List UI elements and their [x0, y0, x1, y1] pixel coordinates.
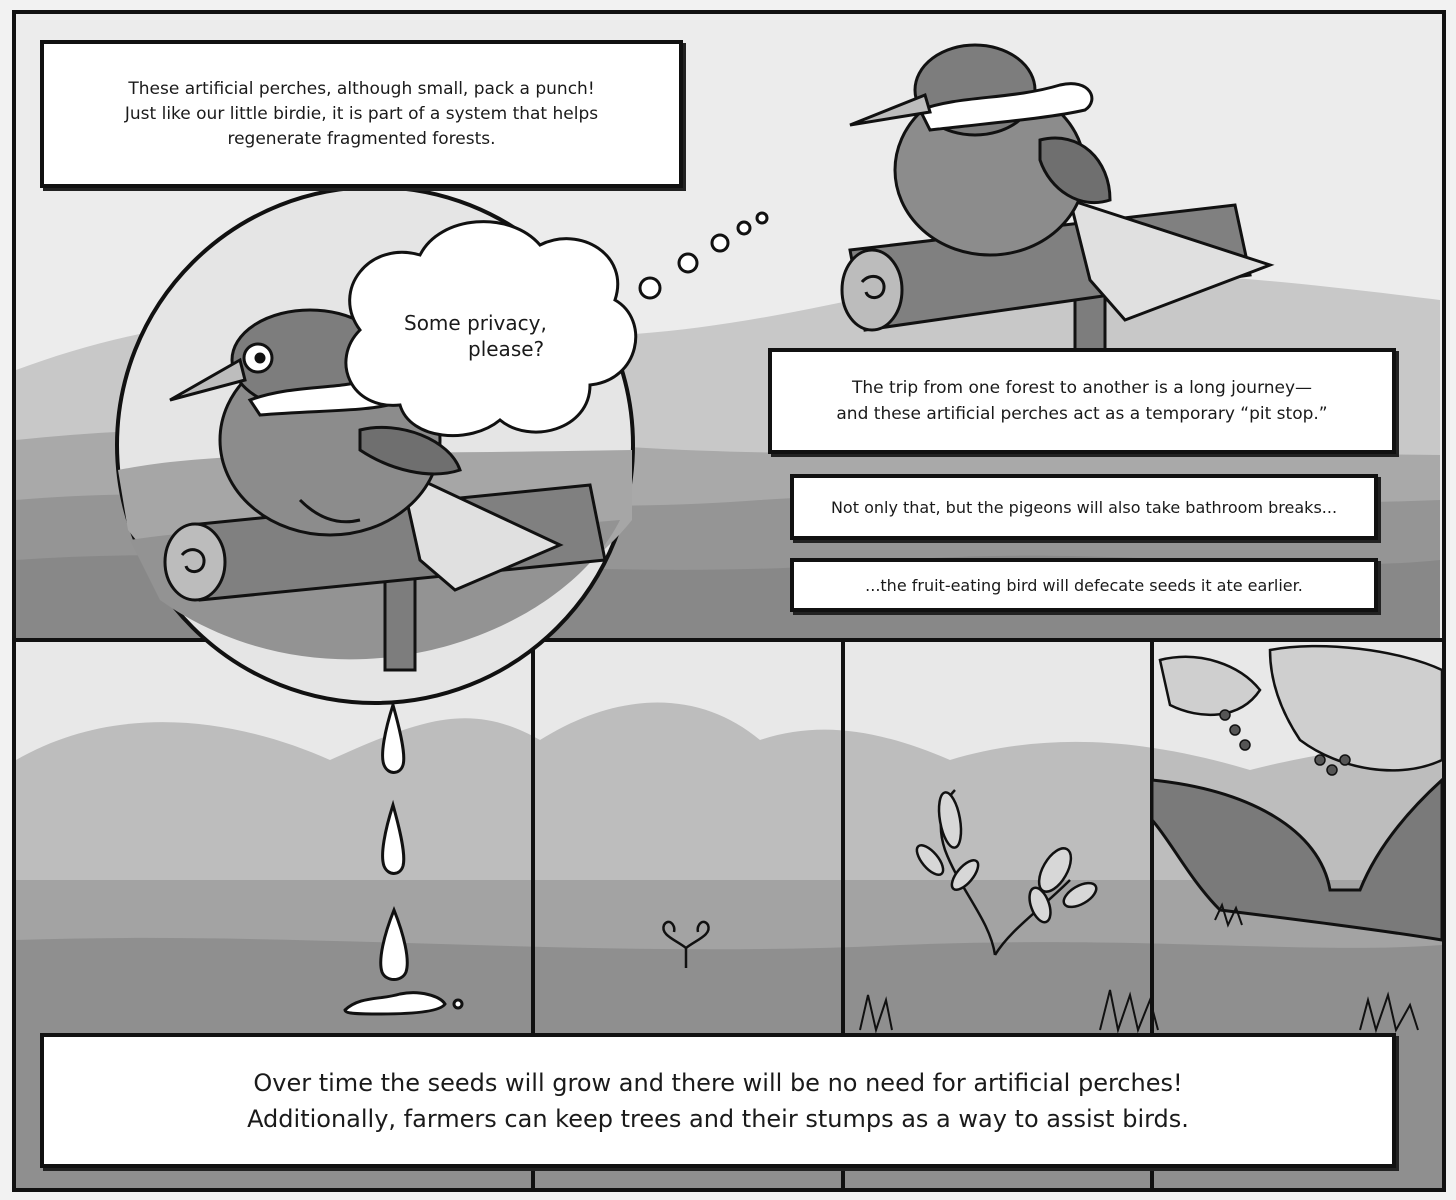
caption-trip [768, 348, 1396, 454]
caption-fruit [790, 558, 1378, 612]
thought-line: please? [468, 337, 545, 361]
caption-line: ...the fruit-eating bird will defecate seeds it ate earlier. [865, 575, 1303, 595]
thought-line: Some privacy, [404, 311, 547, 335]
caption-bathroom [790, 474, 1378, 540]
thought-bubble-text [392, 310, 562, 380]
caption-line: The trip from one forest to another is a long journey— [851, 378, 1313, 398]
caption-intro [40, 40, 683, 188]
caption-line: These artificial perches, although small, pack a punch! [128, 78, 595, 99]
caption-line: and these artificial perches act as a temporary “pit stop.” [836, 404, 1328, 424]
caption-conclusion [40, 1033, 1396, 1168]
caption-line: Over time the seeds will grow and there will be no need for artificial perches! [253, 1068, 1183, 1097]
caption-line: Not only that, but the pigeons will also take bathroom breaks... [830, 497, 1338, 517]
caption-line: Additionally, farmers can keep trees and their stumps as a way to assist birds. [247, 1104, 1189, 1133]
caption-line: Just like our little birdie, it is part of a system that helps [124, 103, 599, 124]
caption-line: regenerate fragmented forests. [227, 128, 496, 149]
